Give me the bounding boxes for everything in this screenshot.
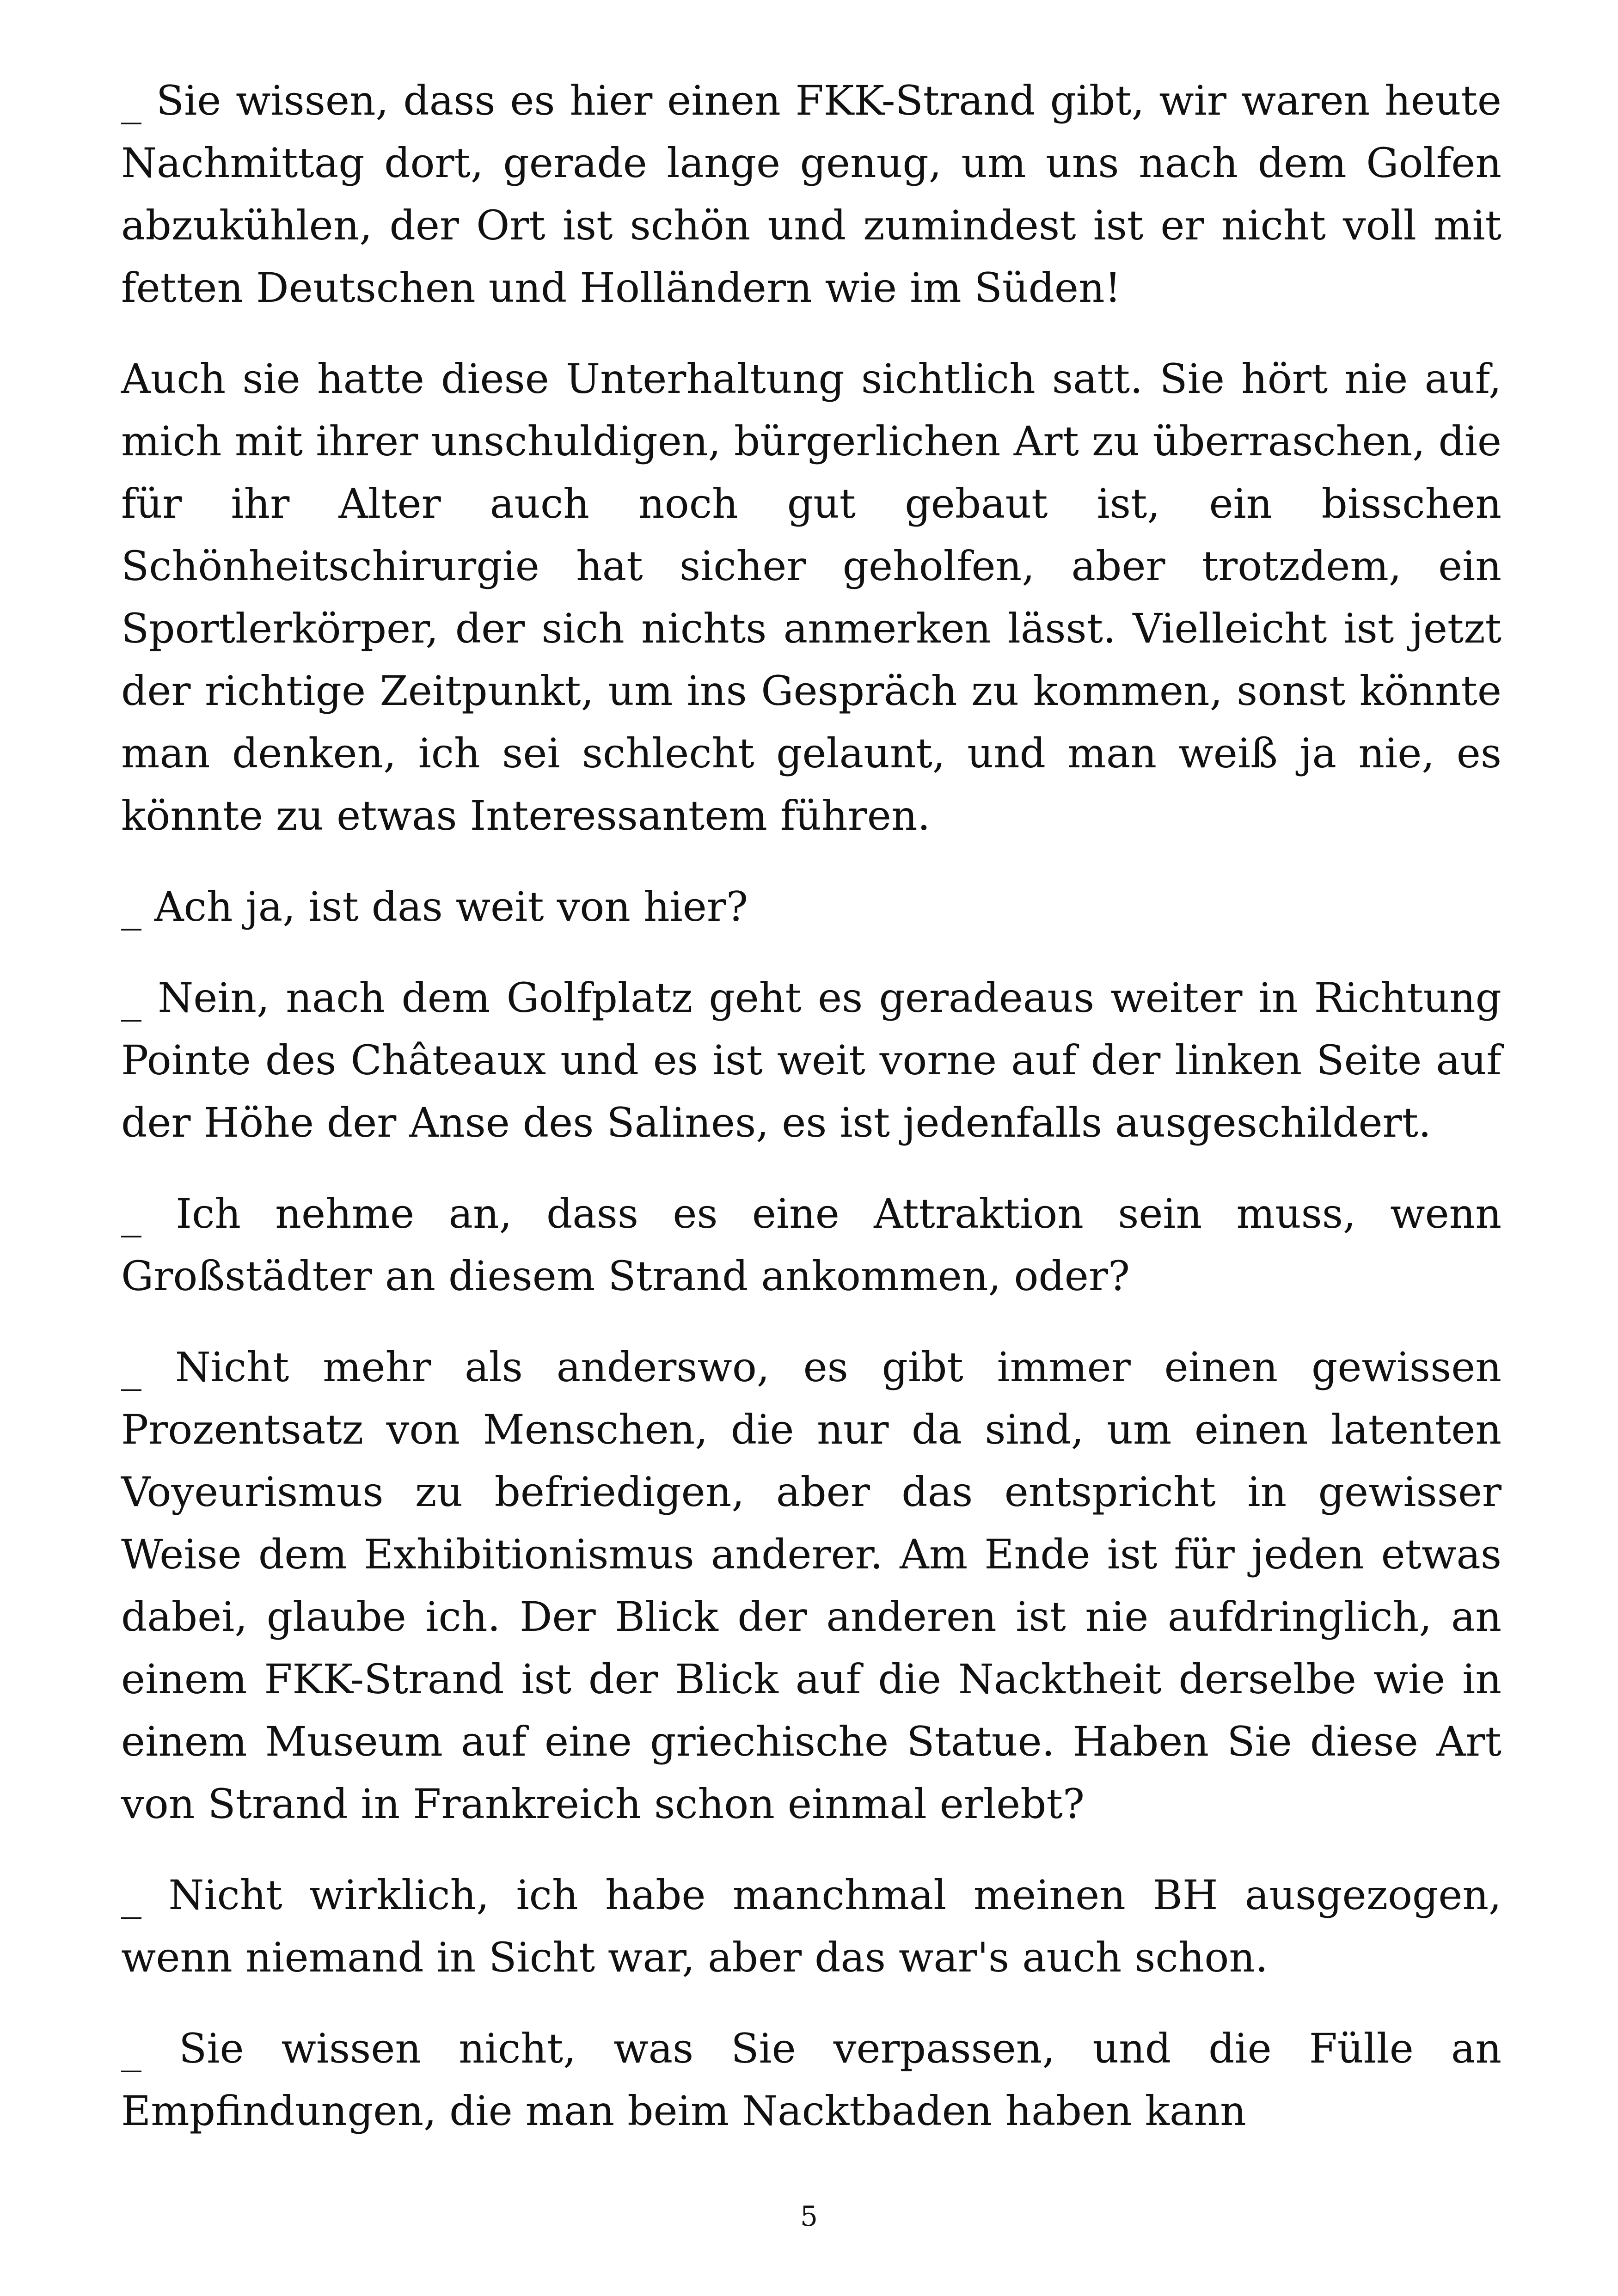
paragraph-narration: Auch sie hatte diese Unterhaltung sichtlich satt. Sie hört nie auf, mich mit ihrer unschuldigen, bürgerlichen Art zu überraschen, die für ihr Alter auch noch gut gebaut ist, ein bisschen Schönheitschirurgie hat sicher geholfen, aber trotzdem, ein Sportlerkörper, der sich nichts anmerken lässt. Vielleicht ist jetzt der richtige Zeitpunkt, um ins Gespräch zu kommen, sonst könnte man denken, ich sei schlecht gelaunt, und man weiß ja nie, es könnte zu etwas Interessantem führen. — [121, 355, 1502, 839]
page-body — [121, 69, 1502, 2171]
paragraph-closing: _ Sie wissen nicht, was Sie verpassen, und die Fülle an Empfindungen, die man beim Nacktbaden haben kann — [121, 2025, 1502, 2135]
paragraph-voyeurism: _ Nicht mehr als anderswo, es gibt immer einen gewissen Prozentsatz von Menschen, die nur da sind, um einen latenten Voyeurismus zu befriedigen, aber das entspricht in gewisser Weise dem Exhibitionismus anderer. Am Ende ist für jeden etwas dabei, glaube ich. Der Blick der anderen ist nie aufdringlich, an einem FKK-Strand ist der Blick auf die Nacktheit derselbe wie in einem Museum auf eine griechische Statue. Haben Sie diese Art von Strand in Frankreich schon einmal erlebt? — [121, 1343, 1502, 1828]
paragraph-answer-bh: _ Nicht wirklich, ich habe manchmal meinen BH ausgezogen, wenn niemand in Sicht war, aber das war's auch schon. — [121, 1871, 1502, 1981]
paragraph-question-distance: _ Ach ja, ist das weit von hier? — [121, 883, 748, 931]
paragraph-question-attraction: _ Ich nehme an, dass es eine Attraktion sein muss, wenn Großstädter an diesem Strand ankommen, oder? — [121, 1190, 1502, 1300]
paragraph-directions: _ Nein, nach dem Golfplatz geht es geradeaus weiter in Richtung Pointe des Châteaux und es ist weit vorne auf der linken Seite auf der Höhe der Anse des Salines, es ist jedenfalls ausgeschildert. — [121, 974, 1502, 1146]
page-number: 5 — [800, 2200, 818, 2233]
paragraph-fkk-strand-intro: _ Sie wissen, dass es hier einen FKK-Strand gibt, wir waren heute Nachmittag dort, gerade lange genug, um uns nach dem Golfen abzukühlen, der Ort ist schön und zumindest ist er nicht voll mit fetten Deutschen und Holländern wie im Süden! — [121, 77, 1502, 312]
